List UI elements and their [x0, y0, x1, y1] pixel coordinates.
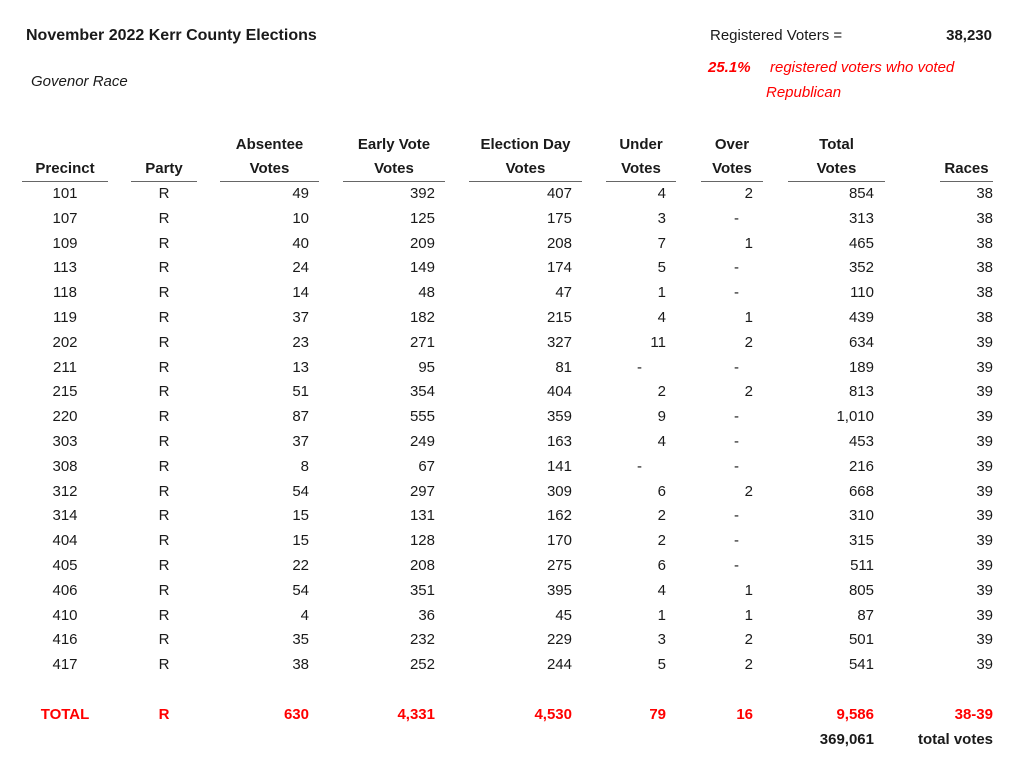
cell-election-day: 163 — [546, 433, 572, 450]
cell-election-day: 174 — [546, 259, 572, 277]
cell-party: R — [158, 284, 170, 302]
cell-under: - — [637, 457, 642, 475]
cell-total: 189 — [848, 358, 874, 376]
cell-under: 11 — [650, 333, 666, 351]
cell-races: 39 — [976, 383, 993, 401]
cell-races: 39 — [976, 457, 993, 475]
cell-absentee: 10 — [292, 209, 309, 227]
total-votes-value: 369,061 — [819, 731, 874, 748]
cell-early-vote: 128 — [409, 532, 435, 550]
cell-election-day: 275 — [546, 557, 572, 574]
cell-total: 313 — [848, 209, 874, 227]
cell-election-day: 162 — [546, 507, 572, 525]
registered-voters-label: Registered Voters = — [710, 27, 843, 44]
cell-total: 668 — [848, 482, 874, 500]
cell-over: 2 — [744, 631, 753, 649]
cell-precinct: 211 — [53, 358, 77, 376]
column-header-total — [788, 133, 885, 182]
cell-under: 2 — [657, 507, 666, 525]
turnout-note-line1: registered voters who voted — [770, 59, 955, 76]
column-header-line1 — [940, 133, 993, 157]
cell-early-vote: 249 — [409, 433, 435, 450]
cell-under: 6 — [657, 557, 666, 574]
cell-absentee: 15 — [292, 532, 309, 550]
cell-absentee: 23 — [292, 333, 309, 351]
cell-total: 453 — [848, 433, 874, 450]
cell-early-vote: 131 — [409, 507, 435, 525]
cell-election-day: 407 — [546, 185, 572, 202]
column-header-precinct — [22, 133, 108, 182]
cell-over: - — [734, 358, 739, 376]
column-header-line2: Votes — [606, 157, 676, 182]
cell-election-day: 215 — [546, 309, 572, 326]
total-election-day: 4,530 — [534, 706, 572, 723]
cell-over: 2 — [744, 482, 753, 500]
cell-absentee: 14 — [292, 284, 309, 302]
cell-early-vote: 252 — [409, 656, 435, 674]
cell-absentee: 8 — [300, 457, 309, 475]
cell-races: 39 — [976, 333, 993, 351]
cell-party: R — [158, 606, 170, 624]
cell-early-vote: 209 — [409, 234, 435, 252]
cell-precinct: 314 — [52, 507, 78, 525]
cell-election-day: 47 — [555, 284, 572, 302]
cell-total: 87 — [857, 606, 874, 624]
cell-election-day: 141 — [546, 457, 572, 475]
cell-over: 2 — [744, 333, 753, 351]
cell-party: R — [158, 309, 170, 326]
cell-precinct: 109 — [52, 234, 78, 252]
cell-absentee: 54 — [292, 581, 309, 599]
cell-precinct: 405 — [52, 557, 78, 574]
cell-party: R — [158, 631, 170, 649]
cell-party: R — [158, 581, 170, 599]
turnout-note-line2: Republican — [766, 84, 842, 101]
cell-early-vote: 351 — [409, 581, 435, 599]
cell-absentee: 87 — [292, 408, 309, 426]
column-header-under — [606, 133, 676, 182]
cell-races: 39 — [976, 606, 993, 624]
cell-over: 1 — [744, 309, 753, 326]
cell-under: 9 — [657, 408, 666, 426]
turnout-percent: 25.1% — [708, 59, 751, 76]
column-header-early-vote — [343, 133, 445, 182]
cell-over: - — [734, 433, 739, 450]
cell-over: - — [734, 259, 739, 277]
cell-absentee: 51 — [292, 383, 309, 401]
cell-over: 1 — [744, 581, 753, 599]
cell-under: 1 — [657, 606, 666, 624]
cell-election-day: 244 — [546, 656, 572, 674]
cell-election-day: 45 — [555, 606, 572, 624]
column-header-over — [701, 133, 763, 182]
cell-precinct: 215 — [52, 383, 78, 401]
cell-total: 216 — [848, 457, 874, 475]
cell-under: 4 — [657, 309, 666, 326]
cell-absentee: 13 — [292, 358, 309, 376]
cell-election-day: 359 — [546, 408, 572, 426]
cell-total: 465 — [848, 234, 874, 252]
cell-precinct: 101 — [52, 185, 78, 202]
cell-early-vote: 67 — [418, 457, 435, 475]
cell-under: 2 — [657, 383, 666, 401]
cell-under: 3 — [657, 631, 666, 649]
cell-absentee: 37 — [292, 309, 309, 326]
cell-election-day: 208 — [546, 234, 572, 252]
cell-early-vote: 392 — [409, 185, 435, 202]
cell-under: 5 — [657, 656, 666, 674]
column-header-races — [940, 133, 993, 182]
cell-races: 39 — [976, 532, 993, 550]
cell-election-day: 175 — [546, 209, 572, 227]
cell-total: 315 — [848, 532, 874, 550]
cell-races: 38 — [976, 309, 993, 326]
cell-races: 38 — [976, 284, 993, 302]
cell-absentee: 22 — [292, 557, 309, 574]
column-header-line2: Votes — [788, 157, 885, 182]
cell-early-vote: 297 — [409, 482, 435, 500]
cell-absentee: 4 — [300, 606, 309, 624]
cell-over: - — [734, 209, 739, 227]
cell-races: 39 — [976, 358, 993, 376]
cell-absentee: 15 — [292, 507, 309, 525]
cell-absentee: 49 — [292, 185, 309, 202]
cell-precinct: 416 — [52, 631, 78, 649]
cell-party: R — [158, 532, 170, 550]
cell-early-vote: 125 — [409, 209, 435, 227]
cell-total: 634 — [848, 333, 874, 351]
total-precinct: TOTAL — [40, 706, 90, 723]
cell-party: R — [158, 507, 170, 525]
cell-over: - — [734, 532, 739, 550]
cell-under: 6 — [657, 482, 666, 500]
cell-party: R — [158, 656, 170, 674]
total-votes-label: total votes — [917, 731, 993, 748]
cell-absentee: 24 — [292, 259, 309, 277]
cell-precinct: 417 — [52, 656, 78, 674]
total-over: 16 — [736, 706, 753, 723]
cell-total: 501 — [848, 631, 874, 649]
cell-party: R — [158, 433, 170, 450]
total-early-vote: 4,331 — [397, 706, 435, 723]
column-header-line1 — [22, 133, 108, 157]
cell-party: R — [158, 383, 170, 401]
cell-election-day: 170 — [546, 532, 572, 550]
cell-party: R — [158, 333, 170, 351]
cell-precinct: 113 — [53, 259, 77, 277]
cell-election-day: 229 — [546, 631, 572, 649]
cell-early-vote: 36 — [418, 606, 435, 624]
cell-early-vote: 271 — [409, 333, 435, 351]
cell-absentee: 35 — [292, 631, 309, 649]
cell-races: 38 — [976, 209, 993, 227]
report-title: November 2022 Kerr County Elections — [26, 27, 317, 44]
column-header-party — [131, 133, 197, 182]
cell-precinct: 312 — [52, 482, 78, 500]
cell-races: 39 — [976, 631, 993, 649]
cell-precinct: 119 — [53, 309, 77, 326]
cell-precinct: 410 — [52, 606, 78, 624]
column-header-line1: Total — [819, 136, 854, 153]
column-header-line1: Under — [619, 136, 663, 153]
total-party: R — [158, 706, 170, 723]
cell-precinct: 220 — [52, 408, 78, 426]
cell-election-day: 404 — [546, 383, 572, 401]
cell-over: 2 — [744, 185, 753, 202]
column-header-line2: Votes — [469, 157, 582, 182]
cell-total: 310 — [848, 507, 874, 525]
cell-races: 38 — [976, 234, 993, 252]
cell-under: 7 — [657, 234, 666, 252]
cell-races: 39 — [976, 557, 993, 574]
cell-precinct: 202 — [52, 333, 78, 351]
cell-party: R — [158, 457, 170, 475]
cell-precinct: 303 — [52, 433, 78, 450]
cell-total: 352 — [848, 259, 874, 277]
cell-under: 2 — [657, 532, 666, 550]
cell-total: 439 — [848, 309, 874, 326]
cell-early-vote: 95 — [418, 358, 435, 376]
cell-early-vote: 354 — [409, 383, 435, 401]
cell-races: 39 — [976, 433, 993, 450]
column-header-line1: Election Day — [480, 136, 571, 153]
cell-over: 1 — [744, 234, 753, 252]
cell-races: 39 — [976, 581, 993, 599]
cell-total: 110 — [850, 284, 874, 302]
cell-over: 2 — [744, 656, 753, 674]
cell-total: 1,010 — [836, 408, 874, 426]
cell-under: 4 — [657, 433, 666, 450]
cell-party: R — [158, 185, 170, 202]
cell-absentee: 37 — [292, 433, 309, 450]
cell-under: 5 — [657, 259, 666, 277]
total-absentee: 630 — [283, 706, 309, 723]
cell-election-day: 309 — [546, 482, 572, 500]
cell-early-vote: 555 — [409, 408, 435, 426]
total-races: 38-39 — [954, 706, 993, 723]
column-header-line2: Votes — [343, 157, 445, 182]
cell-over: - — [734, 457, 739, 475]
cell-total: 511 — [850, 557, 874, 574]
cell-over: 1 — [744, 606, 753, 624]
cell-precinct: 118 — [53, 284, 77, 302]
cell-absentee: 54 — [292, 482, 309, 500]
cell-races: 38 — [976, 259, 993, 277]
cell-total: 541 — [848, 656, 874, 674]
race-subtitle: Govenor Race — [31, 73, 128, 90]
cell-total: 854 — [848, 185, 874, 202]
column-header-line1: Early Vote — [357, 136, 431, 153]
cell-total: 805 — [848, 581, 874, 599]
cell-races: 39 — [976, 482, 993, 500]
cell-under: 1 — [657, 284, 666, 302]
cell-early-vote: 149 — [409, 259, 435, 277]
cell-party: R — [158, 482, 170, 500]
column-header-election-day — [469, 133, 582, 182]
column-header-line2: Races — [940, 157, 993, 182]
cell-early-vote: 208 — [409, 557, 435, 574]
cell-over: 2 — [744, 383, 753, 401]
cell-absentee: 40 — [292, 234, 309, 252]
cell-precinct: 107 — [52, 209, 78, 227]
registered-voters-value: 38,230 — [946, 27, 992, 44]
cell-under: 4 — [657, 581, 666, 599]
column-header-line1: Absentee — [235, 136, 304, 153]
cell-election-day: 395 — [546, 581, 572, 599]
cell-under: - — [637, 358, 642, 376]
cell-early-vote: 232 — [409, 631, 435, 649]
column-header-absentee — [220, 133, 319, 182]
cell-election-day: 327 — [546, 333, 572, 351]
cell-party: R — [158, 557, 170, 574]
cell-races: 39 — [976, 408, 993, 426]
total-total: 9,586 — [836, 706, 874, 723]
cell-races: 39 — [976, 507, 993, 525]
cell-under: 3 — [657, 209, 666, 227]
cell-over: - — [734, 557, 739, 574]
column-header-line1: Over — [714, 136, 750, 153]
column-header-line2: Precinct — [22, 157, 108, 182]
cell-total: 813 — [848, 383, 874, 401]
column-header-line1 — [131, 133, 197, 157]
cell-party: R — [158, 259, 170, 277]
cell-precinct: 406 — [52, 581, 78, 599]
cell-early-vote: 182 — [409, 309, 435, 326]
cell-over: - — [734, 284, 739, 302]
cell-party: R — [158, 358, 170, 376]
column-header-line2: Party — [131, 157, 197, 182]
cell-precinct: 404 — [52, 532, 78, 550]
cell-party: R — [158, 234, 170, 252]
cell-over: - — [734, 408, 739, 426]
cell-early-vote: 48 — [418, 284, 435, 302]
cell-absentee: 38 — [292, 656, 309, 674]
column-header-line2: Votes — [220, 157, 319, 182]
cell-over: - — [734, 507, 739, 525]
cell-under: 4 — [657, 185, 666, 202]
cell-party: R — [158, 408, 170, 426]
column-header-line2: Votes — [701, 157, 763, 182]
total-under: 79 — [649, 706, 666, 723]
cell-races: 39 — [976, 656, 993, 674]
cell-party: R — [158, 209, 170, 227]
cell-precinct: 308 — [52, 457, 78, 475]
cell-election-day: 81 — [555, 358, 572, 376]
cell-races: 38 — [976, 185, 993, 202]
